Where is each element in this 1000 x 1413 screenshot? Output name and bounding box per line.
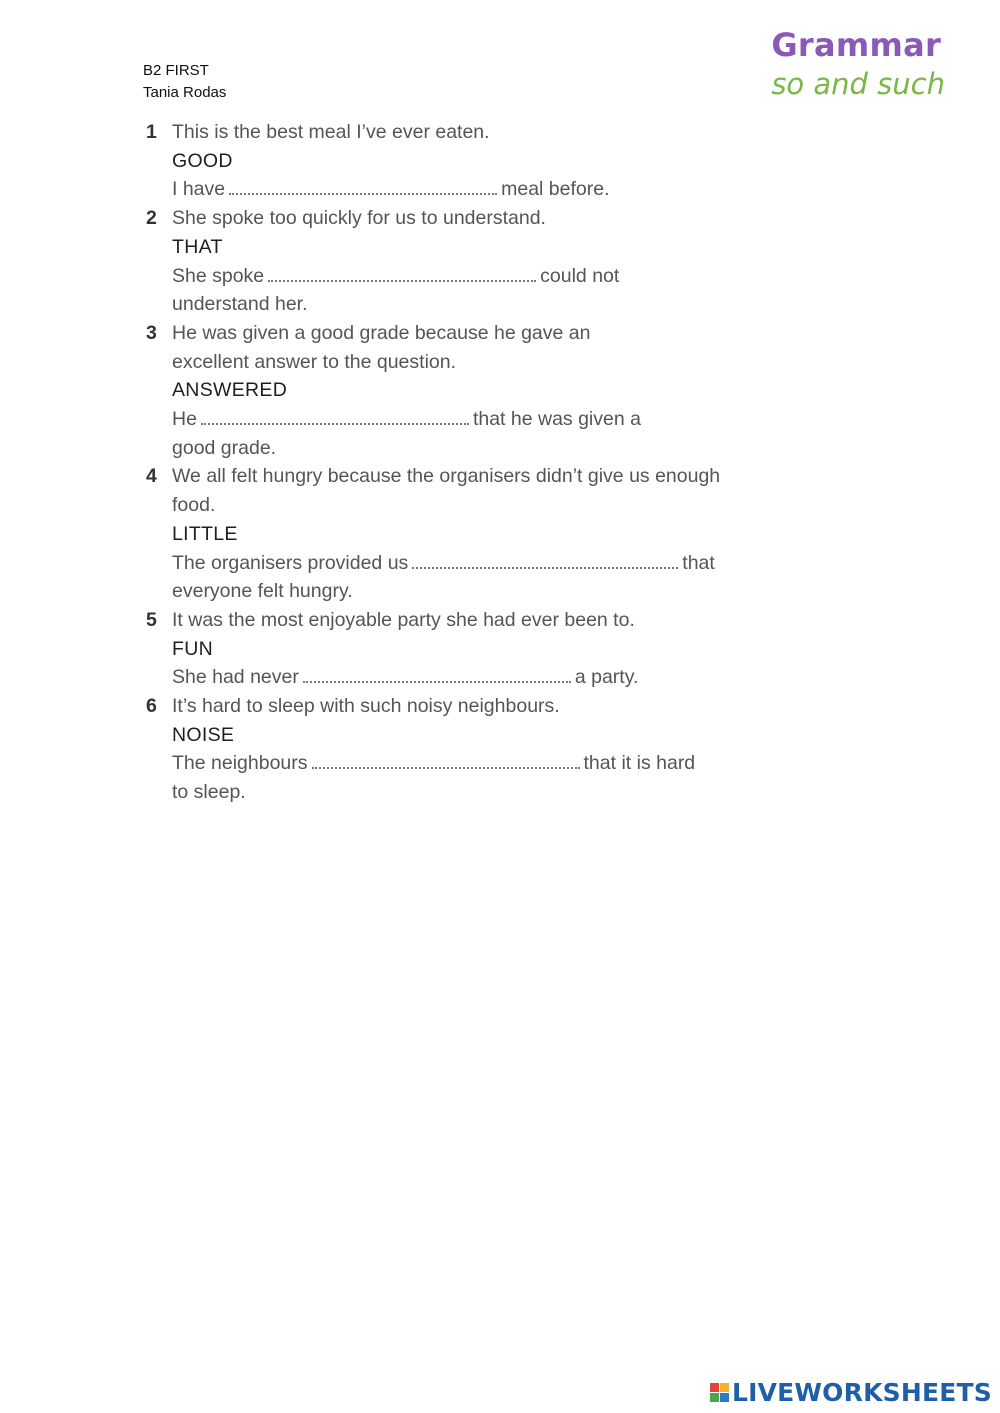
exercise-number: 5 <box>146 608 157 631</box>
answer-suffix: could not understand her. <box>172 264 620 316</box>
answer-blank[interactable] <box>312 765 580 769</box>
liveworksheets-logo <box>710 1378 992 1407</box>
author-name: Tania Rodas <box>143 84 227 101</box>
exercise-item-4 <box>146 462 736 606</box>
exercise-item-6 <box>146 692 736 807</box>
exercise-item-5 <box>146 606 736 692</box>
answer-prefix: The neighbours <box>172 752 308 775</box>
answer-suffix: a party. <box>574 666 639 689</box>
answer-suffix: that everyone felt hungry. <box>172 551 715 603</box>
exercise-prompt: It’s hard to sleep with such noisy neighbours. <box>172 695 560 718</box>
answer-prefix: He <box>172 408 197 431</box>
logo-cell-yellow <box>720 1383 729 1392</box>
exercise-list <box>146 118 736 807</box>
logo-cell-green <box>710 1393 719 1402</box>
exercise-number: 3 <box>146 321 157 344</box>
answer-prefix: She spoke <box>172 264 265 287</box>
exercise-keyword: GOOD <box>172 149 233 172</box>
answer-prefix: She had never <box>172 666 299 689</box>
exercise-keyword: THAT <box>172 235 223 258</box>
answer-suffix: meal before. <box>501 178 610 201</box>
answer-blank[interactable] <box>268 278 536 282</box>
exercise-keyword: NOISE <box>172 723 235 746</box>
exercise-number: 6 <box>146 695 157 718</box>
logo-cell-red <box>710 1383 719 1392</box>
exercise-item-2 <box>146 204 736 319</box>
answer-blank[interactable] <box>229 191 497 195</box>
worksheet-title: Grammar <box>771 26 942 64</box>
answer-suffix: that he was given a good grade. <box>172 408 641 459</box>
exercise-number: 1 <box>146 121 157 143</box>
logo-icon <box>710 1383 729 1402</box>
exercise-item-1 <box>146 118 736 204</box>
level-label: B2 FIRST <box>143 62 209 79</box>
answer-suffix: that it is hard to sleep. <box>172 752 696 804</box>
exercise-prompt: It was the most enjoyable party she had ever been to. <box>172 608 635 631</box>
exercise-item-3 <box>146 319 736 463</box>
answer-blank[interactable] <box>201 421 469 425</box>
subtitle-part-2: such <box>877 67 945 101</box>
worksheet-title-block <box>771 24 945 102</box>
logo-text: LIVEWORKSHEETS <box>731 1378 992 1407</box>
exercise-keyword: FUN <box>172 637 213 660</box>
exercise-keyword: ANSWERED <box>172 379 288 402</box>
answer-prefix: The organisers provided us <box>172 551 409 574</box>
exercise-number: 2 <box>146 207 157 230</box>
exercise-prompt: He was given a good grade because he gave an excellent answer to the question. <box>172 321 591 373</box>
exercise-number: 4 <box>146 465 157 488</box>
answer-prefix: I have <box>172 178 226 201</box>
subtitle-part-1: so and <box>771 67 878 101</box>
header-info <box>143 60 226 104</box>
answer-blank[interactable] <box>303 679 571 683</box>
logo-cell-blue <box>720 1393 729 1402</box>
exercise-prompt: She spoke too quickly for us to understand. <box>172 207 546 230</box>
answer-blank[interactable] <box>412 565 678 569</box>
exercise-prompt: This is the best meal I’ve ever eaten. <box>172 121 490 143</box>
exercise-prompt: We all felt hungry because the organisers didn’t give us enough food. <box>172 465 721 517</box>
exercise-keyword: LITTLE <box>172 522 238 545</box>
worksheet-subtitle <box>771 66 945 102</box>
